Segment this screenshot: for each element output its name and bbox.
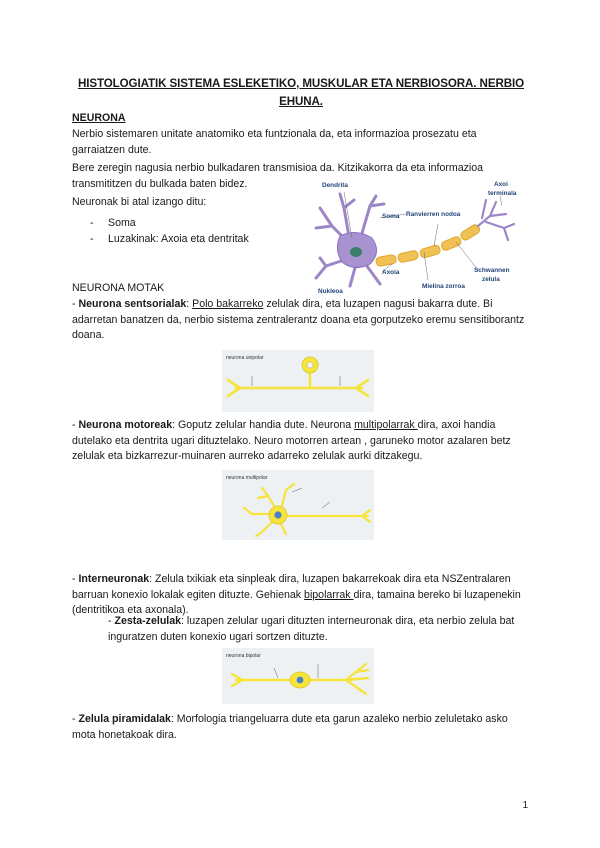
section-heading-neurona-motak: NEURONA MOTAK — [72, 282, 165, 294]
paragraph-zesta-zelulak: - Zesta-zelulak: luzapen zelular ugari dituzten interneuronak dira, eta nerbio zelula bat inguratzen duten konexio ugari sortzen dituzte. — [108, 615, 515, 643]
paragraph-neurona-function: Bere zeregin nagusia nerbio bulkadaren transmisioa da. Kitzikakorra da eta informazioa transmititzen du bulkada baten bidez. — [72, 162, 484, 190]
label-ranvier: Ranvierren nodoa — [406, 211, 461, 218]
label-terminala: terminala — [488, 190, 517, 197]
title-line-1: HISTOLOGIATIK SISTEMA ESLEKETIKO, MUSKULAR ETA NERBIOSORA. NERBIO — [77, 77, 525, 90]
label-dendrita: Dendrita — [322, 182, 348, 189]
paragraph-interneuronak: - Interneuronak: Zelula txikiak eta sinpleak dira, luzapen bakarrekoak dira eta NSZentralaren barruan konexio lokalak egiten dituzte. Gehienak bipolarrak dira, tamaina bereko bi luzapenekin (dentritikoa eta axonala). — [72, 573, 521, 617]
paragraph-neurona-parts-intro: Neuronak bi atal izango ditu: — [72, 196, 207, 208]
fig4-label: neurona bipolar — [226, 653, 261, 659]
paragraph-sentsorialak: - Neurona sentsorialak: Polo bakarreko zelulak dira, eta luzapen nagusi bakarra dute. Bi adarretan banatzen da, nerbio sistema zentralerantz doana eta gorputzeko eremu sensitiborantz doana. — [72, 298, 525, 342]
list-item: - Luzakinak: Axoia eta dentritak — [90, 233, 249, 245]
fig3-label: neurona multipolar — [226, 475, 268, 481]
page-number: 1 — [522, 800, 528, 811]
label-axoia: Axoia — [382, 269, 400, 276]
neurona-parts-list — [72, 215, 249, 247]
multipolar-neuron-figure — [222, 470, 374, 540]
label-schwann-1: Schwannen — [474, 267, 510, 274]
label-axoi: Axoi — [494, 181, 508, 188]
list-item: - Soma — [90, 217, 136, 229]
label-soma: Soma — [382, 213, 400, 220]
title-line-2: EHUNA. — [279, 95, 323, 108]
bipolar-neuron-figure — [222, 648, 374, 704]
paragraph-neurona-definition: Nerbio sistemaren unitate anatomiko eta funtzionala da, eta informazioa prosezatu eta garraiatzen dute. — [72, 128, 477, 156]
document-title — [72, 75, 530, 111]
unipolar-neuron-figure — [222, 350, 374, 412]
paragraph-piramidalak: - Zelula piramidalak: Morfologia triangeluarra dute eta garun azaleko nerbio zeluletako asko mota honetakoak dira. — [72, 713, 508, 741]
label-nukleoa: Nukleoa — [318, 288, 343, 295]
label-mielina: Mielina zorroa — [422, 283, 465, 290]
neuron-anatomy-figure — [310, 178, 524, 296]
label-schwann-2: zelula — [482, 276, 500, 283]
fig2-label: neurona unipolar — [226, 355, 264, 361]
paragraph-motoreak: - Neurona motoreak: Goputz zelular handia dute. Neurona multipolarrak dira, axoi handia dutelako eta dentrita ugari dituztelako. Neuro motorren artean , garuneko motor azalaren betz zelulak eta bizkarrezur-muinaren aurreko adarreko zelulak aurki ditzakegu. — [72, 419, 511, 463]
section-heading-neurona: NEURONA — [72, 112, 126, 124]
